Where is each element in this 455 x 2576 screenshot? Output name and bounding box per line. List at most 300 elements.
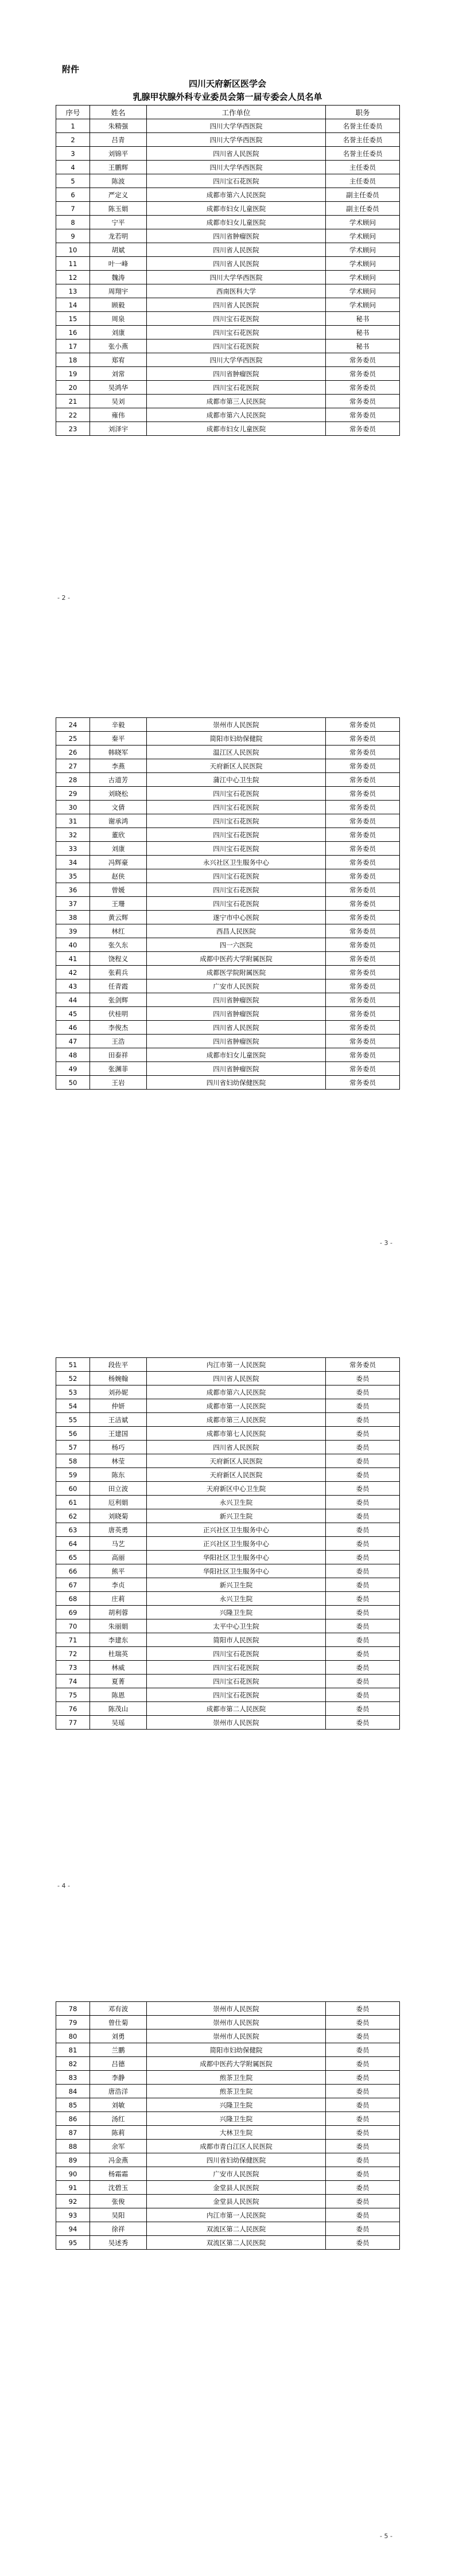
work-unit: 崇州市人民医院	[147, 2016, 326, 2029]
member-name: 龙若明	[90, 229, 147, 243]
member-name: 马艺	[90, 1537, 147, 1551]
row-number: 26	[56, 746, 90, 759]
work-unit: 四川宝石花医院	[147, 787, 326, 801]
work-unit: 成都市第六人民医院	[147, 1385, 326, 1399]
table-row	[56, 2222, 400, 2236]
work-unit: 永兴社区卫生服务中心	[147, 856, 326, 869]
row-number: 91	[56, 2181, 90, 2195]
table-row	[56, 174, 400, 188]
work-unit: 崇州市人民医院	[147, 718, 326, 732]
work-unit: 华阳社区卫生服务中心	[147, 1551, 326, 1564]
work-unit: 崇州市人民医院	[147, 2002, 326, 2016]
work-unit: 四川省肿瘤医院	[147, 367, 326, 381]
table-row	[56, 856, 400, 869]
member-name: 王珊	[90, 897, 147, 911]
work-unit: 四川宝石花医院	[147, 1661, 326, 1675]
table-row	[56, 1661, 400, 1675]
work-unit: 成都市第三人民医院	[147, 1413, 326, 1427]
work-unit: 煎茶卫生院	[147, 2071, 326, 2085]
roster-title: 乳腺甲状腺外科专业委员会第一届专委会人员名单	[133, 92, 322, 102]
member-name: 杨婉翰	[90, 1372, 147, 1385]
work-unit: 成都市第六人民医院	[147, 188, 326, 202]
row-number: 56	[56, 1427, 90, 1441]
member-name: 周翔宇	[90, 284, 147, 298]
row-number: 60	[56, 1482, 90, 1496]
table-row	[56, 1647, 400, 1661]
table-row	[56, 1035, 400, 1048]
work-unit: 成都市第七人民医院	[147, 1427, 326, 1441]
work-unit: 四川宝石花医院	[147, 897, 326, 911]
table-row	[56, 1048, 400, 1062]
member-name: 刘康	[90, 842, 147, 856]
table-row	[56, 842, 400, 856]
member-role: 委员	[326, 2140, 400, 2153]
member-name: 唐英勇	[90, 1523, 147, 1537]
member-role: 委员	[326, 1482, 400, 1496]
table-row	[56, 966, 400, 979]
member-name: 文倩	[90, 801, 147, 814]
member-name: 李贞	[90, 1578, 147, 1592]
table-row	[56, 993, 400, 1007]
table-row	[56, 883, 400, 897]
row-number: 41	[56, 952, 90, 966]
member-name: 汤红	[90, 2112, 147, 2126]
row-number: 6	[56, 188, 90, 202]
member-role: 常务委员	[326, 746, 400, 759]
work-unit: 四川大学华西医院	[147, 161, 326, 174]
row-number: 79	[56, 2016, 90, 2029]
work-unit: 四川宝石花医院	[147, 339, 326, 353]
member-name: 田泰祥	[90, 1048, 147, 1062]
table-row	[56, 2140, 400, 2153]
work-unit: 简阳市妇幼保健院	[147, 732, 326, 746]
member-name: 熊平	[90, 1564, 147, 1578]
row-number: 44	[56, 993, 90, 1007]
member-name: 杨霜霜	[90, 2167, 147, 2181]
table-row	[56, 119, 400, 133]
row-number: 12	[56, 271, 90, 284]
member-role: 委员	[326, 2029, 400, 2043]
member-name: 邓有波	[90, 2002, 147, 2016]
row-number: 39	[56, 924, 90, 938]
work-unit: 新兴卫生院	[147, 1578, 326, 1592]
member-role: 委员	[326, 2208, 400, 2222]
member-role: 常务委员	[326, 814, 400, 828]
table-row	[56, 1592, 400, 1606]
member-role: 委员	[326, 1647, 400, 1661]
column-header: 职务	[326, 106, 400, 119]
member-name: 伏桂明	[90, 1007, 147, 1021]
row-number: 48	[56, 1048, 90, 1062]
row-number: 15	[56, 312, 90, 326]
row-number: 31	[56, 814, 90, 828]
member-role: 常务委员	[326, 979, 400, 993]
table-row	[56, 1633, 400, 1647]
member-name: 林威	[90, 1661, 147, 1675]
member-role: 学术顾问	[326, 243, 400, 257]
work-unit: 天府新区人民医院	[147, 759, 326, 773]
table-row	[56, 422, 400, 436]
work-unit: 成都中医药大学附属医院	[147, 2057, 326, 2071]
member-name: 张俊	[90, 2195, 147, 2208]
member-name: 吴述秀	[90, 2236, 147, 2250]
member-name: 李燕	[90, 759, 147, 773]
member-name: 刘孙妮	[90, 1385, 147, 1399]
work-unit: 四川大学华西医院	[147, 271, 326, 284]
work-unit: 天府新区中心卫生院	[147, 1482, 326, 1496]
table-row	[56, 801, 400, 814]
member-name: 王洁斌	[90, 1413, 147, 1427]
table-row	[56, 1564, 400, 1578]
work-unit: 广安市人民医院	[147, 2167, 326, 2181]
row-number: 10	[56, 243, 90, 257]
member-name: 韩晓军	[90, 746, 147, 759]
member-name: 王建国	[90, 1427, 147, 1441]
table-row	[56, 147, 400, 161]
row-number: 14	[56, 298, 90, 312]
table-row	[56, 759, 400, 773]
row-number: 5	[56, 174, 90, 188]
member-name: 张渊菲	[90, 1062, 147, 1076]
member-role: 委员	[326, 1509, 400, 1523]
member-role: 常务委员	[326, 759, 400, 773]
member-name: 仲妍	[90, 1399, 147, 1413]
table-row	[56, 1688, 400, 1702]
work-unit: 崇州市人民医院	[147, 2029, 326, 2043]
work-unit: 成都市第一人民医院	[147, 1399, 326, 1413]
work-unit: 四川省人民医院	[147, 1441, 326, 1454]
work-unit: 遂宁市中心医院	[147, 911, 326, 924]
table-row	[56, 2085, 400, 2098]
member-name: 周泉	[90, 312, 147, 326]
member-name: 王浩	[90, 1035, 147, 1048]
table-row	[56, 312, 400, 326]
table-row	[56, 1551, 400, 1564]
row-number: 51	[56, 1358, 90, 1372]
row-number: 67	[56, 1578, 90, 1592]
work-unit: 新兴卫生院	[147, 1509, 326, 1523]
member-role: 委员	[326, 1413, 400, 1427]
work-unit: 金堂县人民医院	[147, 2195, 326, 2208]
member-role: 主任委员	[326, 174, 400, 188]
member-role: 常务委员	[326, 1358, 400, 1372]
row-number: 65	[56, 1551, 90, 1564]
table-row	[56, 339, 400, 353]
row-number: 24	[56, 718, 90, 732]
member-name: 徐祥	[90, 2222, 147, 2236]
row-number: 55	[56, 1413, 90, 1427]
work-unit: 西昌人民医院	[147, 924, 326, 938]
table-row	[56, 202, 400, 216]
member-role: 学术顾问	[326, 271, 400, 284]
member-role: 常务委员	[326, 842, 400, 856]
row-number: 42	[56, 966, 90, 979]
member-role: 委员	[326, 2195, 400, 2208]
member-name: 杨巧	[90, 1441, 147, 1454]
table-row	[56, 2098, 400, 2112]
work-unit: 兴隆卫生院	[147, 1606, 326, 1619]
table-row	[56, 1509, 400, 1523]
work-unit: 广安市人民医院	[147, 979, 326, 993]
work-unit: 四川宝石花医院	[147, 814, 326, 828]
member-name: 郑宥	[90, 353, 147, 367]
member-name: 辛毅	[90, 718, 147, 732]
row-number: 37	[56, 897, 90, 911]
member-name: 林红	[90, 924, 147, 938]
member-name: 王岩	[90, 1076, 147, 1090]
row-number: 47	[56, 1035, 90, 1048]
member-role: 主任委员	[326, 161, 400, 174]
work-unit: 四川宝石花医院	[147, 869, 326, 883]
row-number: 73	[56, 1661, 90, 1675]
member-name: 顾毅	[90, 298, 147, 312]
table-row	[56, 1007, 400, 1021]
table-row	[56, 161, 400, 174]
table-row	[56, 2167, 400, 2181]
work-unit: 内江市第一人民医院	[147, 2208, 326, 2222]
row-number: 75	[56, 1688, 90, 1702]
table-row	[56, 271, 400, 284]
work-unit: 简阳市人民医院	[147, 1633, 326, 1647]
row-number: 86	[56, 2112, 90, 2126]
member-role: 常务委员	[326, 828, 400, 842]
member-role: 副主任委员	[326, 202, 400, 216]
work-unit: 华阳社区卫生服务中心	[147, 1564, 326, 1578]
work-unit: 四川宝石花医院	[147, 801, 326, 814]
member-role: 委员	[326, 1675, 400, 1688]
work-unit: 四川宝石花医院	[147, 326, 326, 339]
member-role: 名誉主任委员	[326, 133, 400, 147]
row-number: 64	[56, 1537, 90, 1551]
member-name: 吴鸿华	[90, 381, 147, 395]
work-unit: 成都中医药大学附属医院	[147, 952, 326, 966]
work-unit: 四川宝石花医院	[147, 1675, 326, 1688]
member-name: 刘泽宇	[90, 422, 147, 436]
member-name: 高丽	[90, 1551, 147, 1564]
table-row	[56, 1537, 400, 1551]
table-row	[56, 718, 400, 732]
member-name: 朱丽娟	[90, 1619, 147, 1633]
member-role: 常务委员	[326, 1062, 400, 1076]
member-role: 委员	[326, 2181, 400, 2195]
member-name: 陈莉	[90, 2126, 147, 2140]
work-unit: 简阳市妇幼保健院	[147, 2043, 326, 2057]
row-number: 81	[56, 2043, 90, 2057]
table-row	[56, 1399, 400, 1413]
work-unit: 成都市第六人民医院	[147, 408, 326, 422]
member-role: 委员	[326, 2222, 400, 2236]
work-unit: 四川大学华西医院	[147, 119, 326, 133]
member-role: 常务委员	[326, 1007, 400, 1021]
row-number: 3	[56, 147, 90, 161]
member-role: 常务委员	[326, 732, 400, 746]
row-number: 54	[56, 1399, 90, 1413]
member-name: 曾仕菊	[90, 2016, 147, 2029]
member-name: 刘晓松	[90, 787, 147, 801]
row-number: 32	[56, 828, 90, 842]
member-role: 委员	[326, 1716, 400, 1730]
work-unit: 成都市妇女儿童医院	[147, 216, 326, 229]
member-role: 常务委员	[326, 381, 400, 395]
work-unit: 成都市青白江区人民医院	[147, 2140, 326, 2153]
row-number: 28	[56, 773, 90, 787]
row-number: 74	[56, 1675, 90, 1688]
table-row	[56, 1468, 400, 1482]
member-role: 常务委员	[326, 993, 400, 1007]
work-unit: 天府新区人民医院	[147, 1468, 326, 1482]
member-name: 陈茂山	[90, 1702, 147, 1716]
table-row	[56, 773, 400, 787]
row-number: 1	[56, 119, 90, 133]
work-unit: 永兴卫生院	[147, 1592, 326, 1606]
row-number: 17	[56, 339, 90, 353]
member-name: 宁平	[90, 216, 147, 229]
member-name: 吴阳	[90, 2208, 147, 2222]
member-role: 常务委员	[326, 773, 400, 787]
work-unit: 正兴社区卫生服务中心	[147, 1537, 326, 1551]
member-role: 委员	[326, 2167, 400, 2181]
table-row	[56, 367, 400, 381]
member-name: 冯辉豪	[90, 856, 147, 869]
work-unit: 天府新区人民医院	[147, 1454, 326, 1468]
row-number: 61	[56, 1496, 90, 1509]
table-row	[56, 1716, 400, 1730]
member-role: 常务委员	[326, 1021, 400, 1035]
table-row	[56, 952, 400, 966]
society-title: 四川天府新区医学会	[188, 79, 266, 89]
row-number: 78	[56, 2002, 90, 2016]
work-unit: 四川省肿瘤医院	[147, 993, 326, 1007]
table-row	[56, 2002, 400, 2016]
table-row	[56, 911, 400, 924]
member-name: 曾媛	[90, 883, 147, 897]
member-role: 委员	[326, 1592, 400, 1606]
member-name: 刘锦平	[90, 147, 147, 161]
member-name: 饶程义	[90, 952, 147, 966]
row-number: 46	[56, 1021, 90, 1035]
table-row	[56, 326, 400, 339]
table-row	[56, 2195, 400, 2208]
work-unit: 西南医科大学	[147, 284, 326, 298]
row-number: 45	[56, 1007, 90, 1021]
row-number: 49	[56, 1062, 90, 1076]
table-row	[56, 938, 400, 952]
row-number: 88	[56, 2140, 90, 2153]
member-role: 委员	[326, 2236, 400, 2250]
member-role: 常务委员	[326, 801, 400, 814]
page-number: - 4 -	[57, 1882, 70, 1890]
row-number: 40	[56, 938, 90, 952]
work-unit: 四川省肿瘤医院	[147, 229, 326, 243]
work-unit: 四川宝石花医院	[147, 883, 326, 897]
row-number: 36	[56, 883, 90, 897]
table-row	[56, 284, 400, 298]
work-unit: 成都医学院附属医院	[147, 966, 326, 979]
member-role: 委员	[326, 1688, 400, 1702]
row-number: 95	[56, 2236, 90, 2250]
row-number: 63	[56, 1523, 90, 1537]
table-row	[56, 1606, 400, 1619]
member-name: 陈玉娟	[90, 202, 147, 216]
row-number: 34	[56, 856, 90, 869]
member-name: 吕德	[90, 2057, 147, 2071]
work-unit: 四川宝石花医院	[147, 842, 326, 856]
roster-table-1	[56, 105, 400, 436]
member-role: 委员	[326, 2043, 400, 2057]
member-name: 严定义	[90, 188, 147, 202]
member-name: 段佐平	[90, 1358, 147, 1372]
row-number: 92	[56, 2195, 90, 2208]
table-row	[56, 869, 400, 883]
work-unit: 四川省肿瘤医院	[147, 1035, 326, 1048]
table-row	[56, 408, 400, 422]
table-row	[56, 1076, 400, 1090]
work-unit: 四川宝石花医院	[147, 828, 326, 842]
member-name: 胡利蓉	[90, 1606, 147, 1619]
row-number: 58	[56, 1454, 90, 1468]
row-number: 77	[56, 1716, 90, 1730]
member-role: 委员	[326, 2057, 400, 2071]
work-unit: 兴隆卫生院	[147, 2112, 326, 2126]
member-role: 名誉主任委员	[326, 119, 400, 133]
work-unit: 四川省人民医院	[147, 147, 326, 161]
column-header: 姓名	[90, 106, 147, 119]
member-role: 委员	[326, 1702, 400, 1716]
table-row	[56, 188, 400, 202]
row-number: 25	[56, 732, 90, 746]
table-row	[56, 1482, 400, 1496]
member-name: 李静	[90, 2071, 147, 2085]
member-name: 胡斌	[90, 243, 147, 257]
table-row	[56, 1413, 400, 1427]
member-role: 学术顾问	[326, 216, 400, 229]
member-role: 委员	[326, 1399, 400, 1413]
table-row	[56, 1702, 400, 1716]
row-number: 9	[56, 229, 90, 243]
member-name: 秦平	[90, 732, 147, 746]
row-number: 83	[56, 2071, 90, 2085]
member-name: 雍伟	[90, 408, 147, 422]
member-name: 林莹	[90, 1454, 147, 1468]
row-number: 43	[56, 979, 90, 993]
member-role: 委员	[326, 1551, 400, 1564]
row-number: 35	[56, 869, 90, 883]
table-row	[56, 732, 400, 746]
row-number: 69	[56, 1606, 90, 1619]
member-role: 委员	[326, 1441, 400, 1454]
member-name: 陈波	[90, 174, 147, 188]
table-row	[56, 1441, 400, 1454]
member-name: 张剑辉	[90, 993, 147, 1007]
table-row	[56, 1675, 400, 1688]
member-role: 委员	[326, 1606, 400, 1619]
member-role: 委员	[326, 2112, 400, 2126]
member-name: 朱精强	[90, 119, 147, 133]
member-name: 厄利娟	[90, 1496, 147, 1509]
member-name: 魏涛	[90, 271, 147, 284]
attachment-label: 附件	[62, 64, 80, 75]
table-row	[56, 924, 400, 938]
row-number: 52	[56, 1372, 90, 1385]
member-role: 委员	[326, 2085, 400, 2098]
member-role: 名誉主任委员	[326, 147, 400, 161]
member-name: 谢承鸿	[90, 814, 147, 828]
member-name: 叶一峰	[90, 257, 147, 271]
member-role: 常务委员	[326, 718, 400, 732]
table-row	[56, 216, 400, 229]
table-row	[56, 746, 400, 759]
row-number: 16	[56, 326, 90, 339]
